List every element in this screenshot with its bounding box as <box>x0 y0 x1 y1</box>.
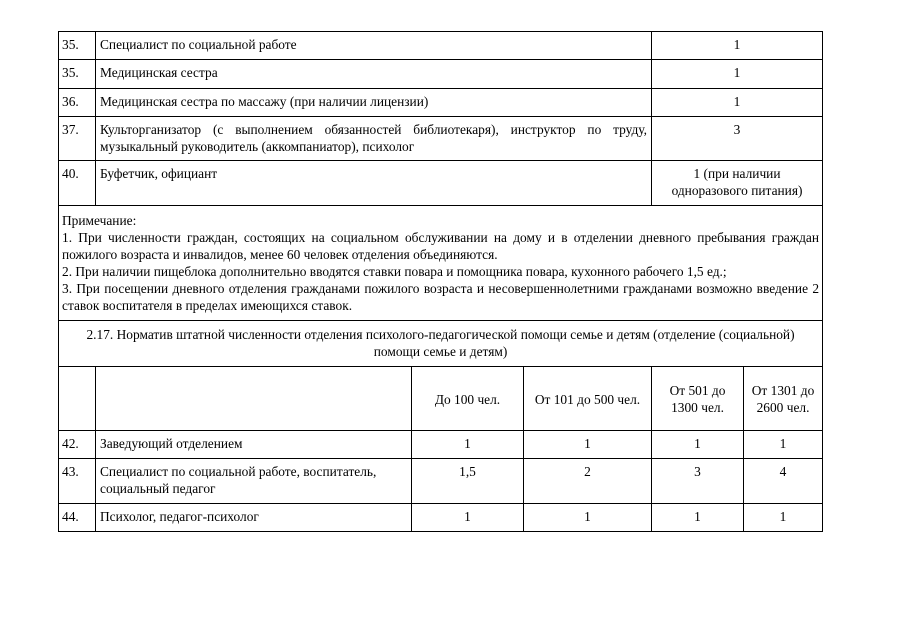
row-number: 37. <box>59 117 96 161</box>
staffing-table <box>58 31 823 532</box>
staff-count: 1 <box>652 89 823 117</box>
table-row <box>59 89 823 117</box>
header-empty-name <box>96 367 412 431</box>
staff-count: 1 <box>524 431 652 459</box>
table-row <box>59 60 823 89</box>
header-empty-num <box>59 367 96 431</box>
staff-count: 3 <box>652 117 823 161</box>
table-row <box>59 161 823 206</box>
document-page <box>58 31 822 532</box>
column-header: От 101 до 500 чел. <box>524 367 652 431</box>
staff-count: 1 <box>652 504 744 532</box>
note-title: Примечание: <box>62 213 137 228</box>
table-row <box>59 431 823 459</box>
note-line: 1. При численности граждан, состоящих на социальном обслуживании на дому и в отделении дневного пребывания граждан пожилого возраста и инвалидов, менее 60 человек отделения объединяются. <box>62 230 820 262</box>
staff-count: 1 <box>412 431 524 459</box>
column-header: От 501 до 1300 чел. <box>652 367 744 431</box>
staff-count: 1 <box>744 504 823 532</box>
position-name: Буфетчик, официант <box>96 161 652 206</box>
table-row <box>59 367 823 431</box>
staff-count: 2 <box>524 459 652 504</box>
position-name: Специалист по социальной работе <box>96 32 652 60</box>
staff-count: 3 <box>652 459 744 504</box>
staff-count: 1 <box>524 504 652 532</box>
row-number: 44. <box>59 504 96 532</box>
staff-count: 1 <box>652 32 823 60</box>
row-number: 40. <box>59 161 96 206</box>
table-row <box>59 459 823 504</box>
table-row <box>59 32 823 60</box>
note-line: 2. При наличии пищеблока дополнительно вводятся ставки повара и помощника повара, кухонного рабочего 1,5 ед.; <box>62 264 727 279</box>
staff-count: 1 (при наличии одноразового питания) <box>652 161 823 206</box>
note-line: 3. При посещении дневного отделения гражданами пожилого возраста и несовершеннолетними гражданами возможно введение 2 ставок воспитателя в пределах имеющихся ставок. <box>62 281 820 313</box>
position-name: Медицинская сестра по массажу (при наличии лицензии) <box>96 89 652 117</box>
staff-count: 1,5 <box>412 459 524 504</box>
staff-count: 1 <box>652 431 744 459</box>
staff-count: 1 <box>412 504 524 532</box>
position-name: Специалист по социальной работе, воспитатель, социальный педагог <box>96 459 412 504</box>
staff-count: 1 <box>652 60 823 89</box>
position-name: Психолог, педагог-психолог <box>96 504 412 532</box>
column-header: От 1301 до 2600 чел. <box>744 367 823 431</box>
row-number: 43. <box>59 459 96 504</box>
staff-count: 4 <box>744 459 823 504</box>
position-name: Заведующий отделением <box>96 431 412 459</box>
table-row <box>59 321 823 367</box>
row-number: 42. <box>59 431 96 459</box>
table-row <box>59 206 823 321</box>
row-number: 36. <box>59 89 96 117</box>
position-name: Культорганизатор (с выполнением обязанностей библиотекаря), инструктор по труду, музыкальный руководитель (аккомпаниатор), психолог <box>96 117 652 161</box>
row-number: 35. <box>59 32 96 60</box>
row-number: 35. <box>59 60 96 89</box>
staff-count: 1 <box>744 431 823 459</box>
position-name: Медицинская сестра <box>96 60 652 89</box>
note-block <box>59 206 823 321</box>
column-header: До 100 чел. <box>412 367 524 431</box>
section-title: 2.17. Норматив штатной численности отделения психолого-педагогической помощи семье и детям (отделение (социальной) помощи семье и детям) <box>59 321 823 367</box>
table-row <box>59 504 823 532</box>
table-row <box>59 117 823 161</box>
